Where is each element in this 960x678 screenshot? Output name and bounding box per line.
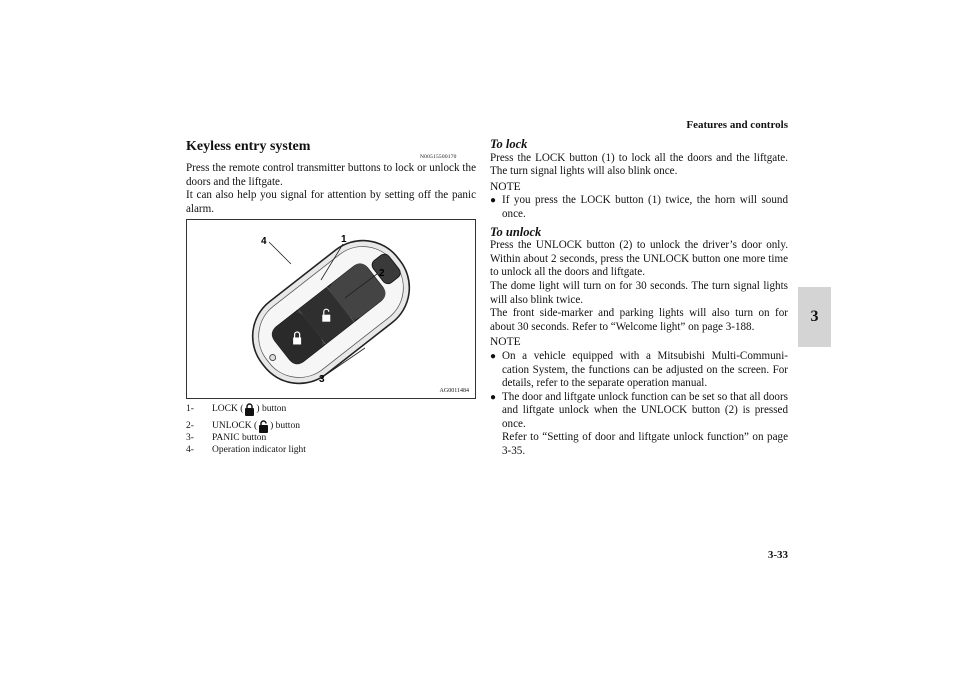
note-label: NOTE	[490, 180, 521, 193]
note-text: On a vehicle equipped with a Mitsubishi Multi-Communi-cation System, the functions can be adjusted on the screen. For details, refer to the separate operation manual.	[502, 349, 788, 390]
right-column	[490, 138, 788, 459]
legend-item	[186, 403, 306, 416]
legend-text-after: ) button	[270, 420, 300, 431]
note-text	[502, 391, 788, 459]
key-fob-figure	[186, 219, 476, 399]
callout-2: 2	[379, 268, 385, 279]
intro-paragraph-2: It can also help you signal for attention by setting off the panic alarm.	[186, 189, 476, 215]
figure-code: AG0011484	[439, 388, 469, 394]
callout-1: 1	[341, 234, 347, 245]
legend-number: 4-	[186, 444, 194, 455]
legend-text-after: ) button	[256, 403, 287, 414]
bullet-icon: ●	[490, 195, 497, 207]
legend-number: 3-	[186, 433, 194, 443]
legend-item	[186, 420, 306, 433]
note-text: If you press the LOCK button (1) twice, the horn will sound once.	[502, 194, 788, 220]
note-item	[490, 350, 788, 391]
lock-text: Press the LOCK button (1) to lock all the doors and the liftgate. The turn signal lights will also blink once.	[490, 151, 788, 178]
figure-legend	[186, 403, 306, 456]
key-fob-illustration	[187, 220, 475, 398]
page-number: 3-33	[767, 549, 788, 561]
section-code: N00515500170	[420, 154, 457, 160]
note-text-main: The door and liftgate unlock function can be set so that all doors and liftgate unlock when the UNLOCK button (2) is pressed once.	[502, 390, 788, 430]
legend-item	[186, 433, 306, 445]
bullet-icon: ●	[490, 350, 497, 362]
lock-heading: To lock	[490, 137, 528, 151]
lock-open-icon	[258, 420, 269, 433]
legend-text-before: LOCK (	[212, 403, 244, 414]
callout-3: 3	[319, 374, 325, 385]
bullet-icon: ●	[490, 391, 497, 403]
legend-number: 1-	[186, 403, 194, 414]
section-title: Keyless entry system	[186, 139, 311, 154]
note-item	[490, 194, 788, 221]
note-item	[490, 391, 788, 459]
legend-text-before: UNLOCK (	[212, 420, 258, 431]
legend-item	[186, 445, 306, 457]
intro-text	[186, 162, 476, 216]
unlock-paragraph-1: Press the UNLOCK button (2) to unlock the driver’s door only. Within about 2 seconds, press the UNLOCK button one more time to unlock all the doors and liftgate.	[490, 239, 788, 279]
unlock-heading: To unlock	[490, 224, 542, 239]
chapter-tab: 3	[798, 287, 831, 347]
legend-text: Operation indicator light	[212, 444, 306, 455]
legend-text: PANIC button	[212, 433, 267, 443]
callout-4: 4	[261, 236, 267, 247]
unlock-paragraph-3: The front side-marker and parking lights will also turn on for about 30 seconds. Refer to “Welcome light” on page 3-188.	[490, 307, 788, 333]
intro-paragraph-1: Press the remote control transmitter buttons to lock or unlock the doors and the liftgate.	[186, 162, 476, 188]
unlock-paragraph-2: The dome light will turn on for 30 seconds. The turn signal lights will also blink twice.	[490, 279, 788, 306]
legend-number: 2-	[186, 420, 194, 431]
header-title: Features and controls	[686, 119, 788, 131]
note-text-reference: Refer to “Setting of door and liftgate unlock function” on page 3-35.	[502, 431, 788, 458]
lock-closed-icon	[244, 403, 255, 416]
note-label: NOTE	[490, 336, 521, 349]
